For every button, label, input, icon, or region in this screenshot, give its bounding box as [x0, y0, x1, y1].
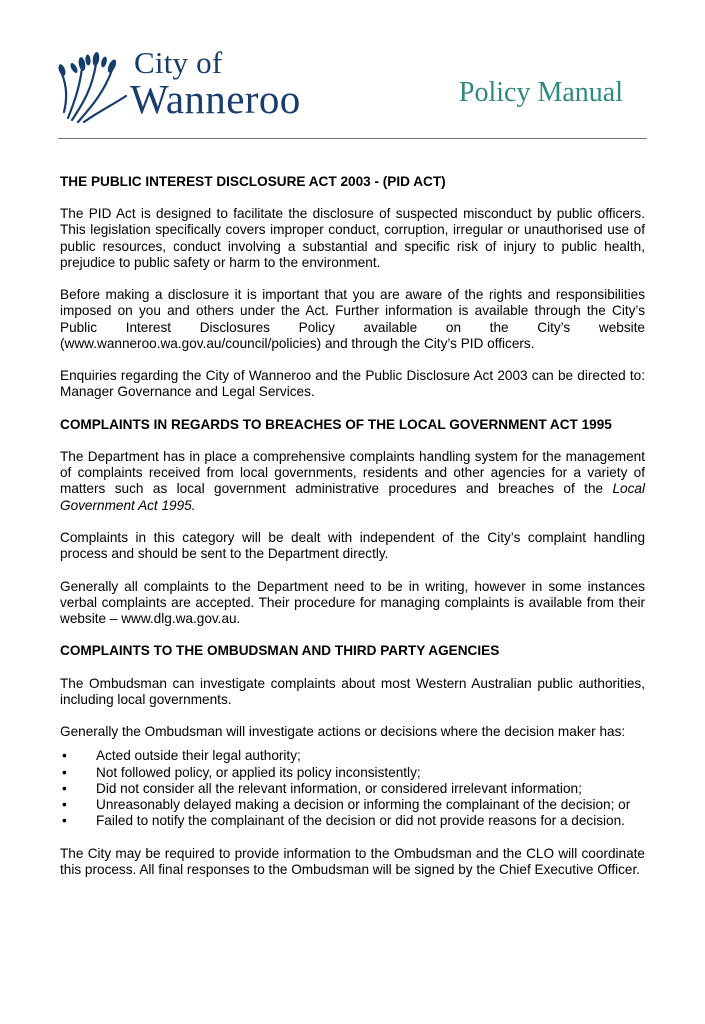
section-heading-ombudsman: COMPLAINTS TO THE OMBUDSMAN AND THIRD PARTY AGENCIES: [60, 643, 500, 659]
act-name-italic: Local Government Act 1995.: [60, 481, 645, 513]
paragraph: The Ombudsman can investigate complaints about most Western Australian public authorities, including local governments.: [60, 675, 645, 707]
list-item: • Not followed policy, or applied its policy inconsistently;: [62, 764, 421, 780]
paragraph: Before making a disclosure it is important that you are aware of the rights and responsibilities imposed on you and others under the Act. Further information is available through the City’s Public Interest Disclosures Policy available on the City’s website (www.wanneroo.wa.gov.au/council/policies) and through the City’s PID officers.: [60, 287, 645, 351]
bullet-list: [60, 748, 645, 829]
bullet-icon: •: [62, 780, 67, 796]
section-heading-pid-act: THE PUBLIC INTEREST DISCLOSURE ACT 2003 - (PID ACT): [60, 174, 446, 189]
paragraph-text: The Department has in place a comprehensive complaints handling system for the management of complaints received from local governments, residents and other agencies for a variety of matters such as local government administrative procedures and breaches of the: [60, 449, 645, 497]
list-item: • Did not consider all the relevant information, or considered irrelevant information;: [62, 780, 582, 796]
paragraph: Complaints in this category will be dealt with independent of the City’s complaint handling process and should be sent to the Department directly.: [60, 530, 645, 562]
paragraph: Generally the Ombudsman will investigate actions or decisions where the decision maker has:: [60, 724, 626, 740]
paragraph: Generally all complaints to the Department need to be in writing, however in some instances verbal complaints are accepted. Their procedure for managing complaints is available from their website – www.dlg.wa.gov.au.: [60, 578, 645, 626]
city-logo: [58, 46, 328, 126]
paragraph: Enquiries regarding the City of Wanneroo and the Public Disclosure Act 2003 can be directed to: Manager Governance and Legal Services.: [60, 368, 645, 400]
bullet-icon: •: [62, 764, 67, 780]
list-item: • Acted outside their legal authority;: [62, 748, 301, 764]
document-body: [60, 174, 645, 894]
list-item: • Failed to notify the complainant of the decision or did not provide reasons for a decision.: [62, 813, 625, 829]
logo-text-wanneroo: Wanneroo: [130, 76, 301, 122]
kangaroo-paw-icon: [58, 46, 132, 126]
bullet-icon: •: [62, 797, 67, 812]
paragraph: The PID Act is designed to facilitate the disclosure of suspected misconduct by public officers. This legislation specifically covers improper conduct, corruption, irregular or unauthorised use of public resources, conduct involving a substantial and specific risk of injury to public health, prejudice to public safety or harm to the environment.: [60, 206, 645, 270]
header-divider: [58, 138, 647, 139]
list-item: • Unreasonably delayed making a decision or informing the complainant of the decision; or: [62, 797, 631, 812]
bullet-icon: •: [62, 813, 67, 829]
logo-text-city-of: City of: [134, 45, 223, 80]
section-heading-local-government-act: COMPLAINTS IN REGARDS TO BREACHES OF THE LOCAL GOVERNMENT ACT 1995: [60, 416, 612, 432]
paragraph: The City may be required to provide information to the Ombudsman and the CLO will coordinate this process. All final responses to the Ombudsman will be signed by the Chief Executive Officer.: [60, 845, 645, 877]
bullet-icon: •: [62, 748, 67, 764]
paragraph: [60, 449, 645, 514]
policy-manual-title: Policy Manual: [458, 77, 623, 108]
